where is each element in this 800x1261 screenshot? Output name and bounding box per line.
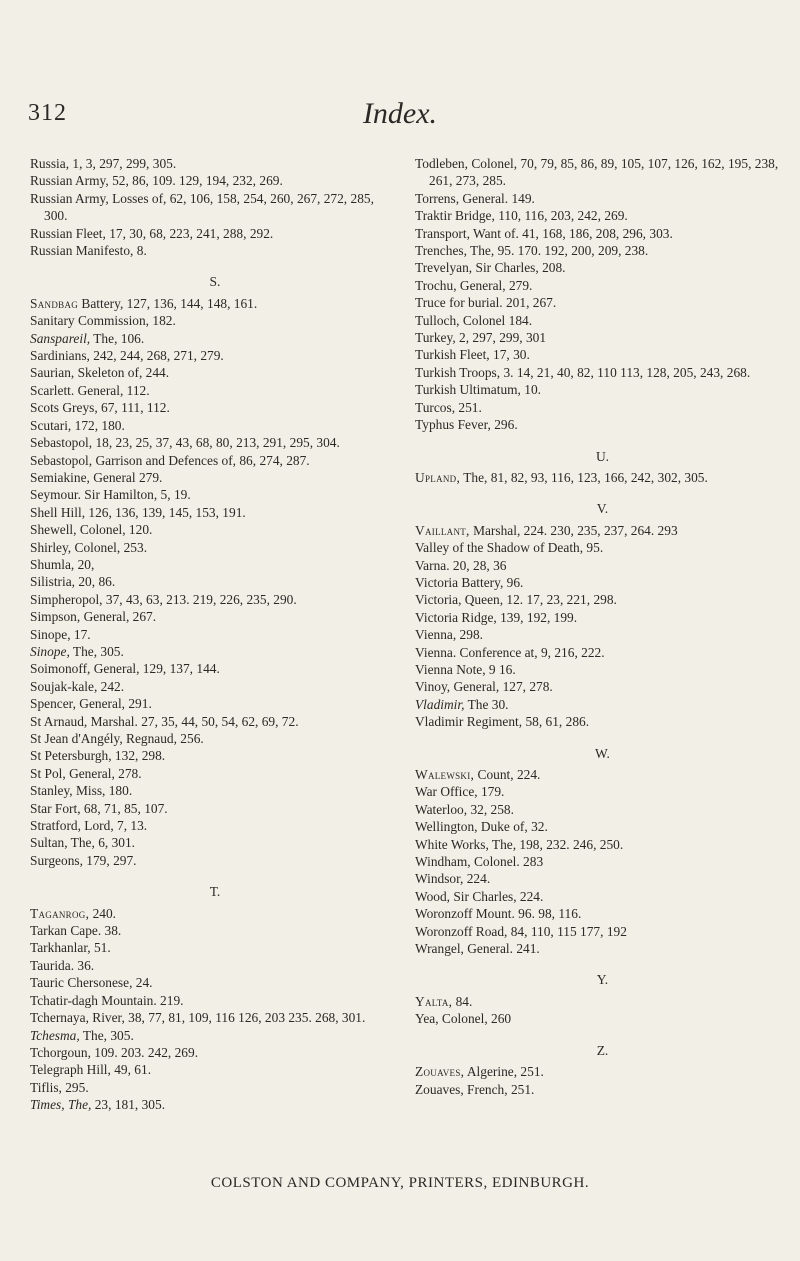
entry-text: The, 81, 82, 93, 116, 123, 166, 242, 302, 305. <box>460 469 708 485</box>
index-entry <box>30 417 400 434</box>
index-entry <box>415 678 790 695</box>
entry-text: Tiflis, 295. <box>30 1079 89 1095</box>
entry-text: Trevelyan, Sir Charles, 208. <box>415 260 566 276</box>
index-entry <box>30 155 400 172</box>
index-entry <box>30 905 400 922</box>
index-entry <box>30 1096 400 1113</box>
entry-text: Sultan, The, 6, 301. <box>30 835 136 851</box>
entry-text: Vladimir Regiment, 58, 61, 286. <box>415 714 590 730</box>
entry-text: Woronzoff Road, 84, 110, 115 177, 192 <box>415 923 627 939</box>
entry-text: Trenches, The, 95. 170. 192, 200, 209, 238. <box>415 243 649 259</box>
section-letter: W. <box>595 745 610 761</box>
entry-text: Windsor, 224. <box>415 871 491 887</box>
index-entry <box>415 242 790 259</box>
index-entry <box>30 782 400 799</box>
entry-lead: Walewski, <box>415 767 475 782</box>
entry-text: Telegraph Hill, 49, 61. <box>30 1062 152 1078</box>
index-entry <box>415 853 790 870</box>
entry-text: Zouaves, French, 251. <box>415 1081 535 1097</box>
index-entry <box>30 765 400 782</box>
entry-text: Wrangel, General. 241. <box>415 941 540 957</box>
printer-imprint: COLSTON AND COMPANY, PRINTERS, EDINBURGH. <box>210 1175 590 1191</box>
entry-text: Vienna, 298. <box>415 627 483 643</box>
entry-text: Soimonoff, General, 129, 137, 144. <box>30 661 220 677</box>
entry-text: Turcos, 251. <box>415 399 482 415</box>
entry-text: Traktir Bridge, 110, 116, 203, 242, 269. <box>415 208 628 224</box>
index-entry <box>415 225 790 242</box>
entry-text: Russian Fleet, 17, 30, 68, 223, 241, 288, 292. <box>30 225 274 241</box>
entry-text: St Petersburgh, 132, 298. <box>30 748 166 764</box>
entry-text: Count, 224. <box>474 767 541 782</box>
index-entry <box>30 974 400 991</box>
index-entry <box>415 346 790 363</box>
index-entry <box>30 660 400 677</box>
section-letter: U. <box>595 448 610 464</box>
index-entry <box>415 329 790 346</box>
entry-text: Soujak-kale, 242. <box>30 678 125 694</box>
index-entry <box>30 469 400 486</box>
entry-text: Marshal, 224. 230, 235, 237, 264. 293 <box>469 522 678 538</box>
index-entry <box>30 399 400 416</box>
entry-text: Battery, 127, 136, 144, 148, 161. <box>78 295 258 311</box>
entry-text: Typhus Fever, 296. <box>415 417 518 433</box>
index-entry <box>30 695 400 712</box>
index-entry <box>415 836 790 853</box>
entry-text: Saurian, Skeleton of, 244. <box>30 365 170 381</box>
entry-text: Tarkan Cape. 38. <box>30 923 122 939</box>
index-entry <box>30 225 400 242</box>
index-entry <box>415 207 790 224</box>
entry-text: Sinope, 17. <box>30 626 91 642</box>
entry-text: White Works, The, 198, 232. 246, 250. <box>415 836 624 852</box>
index-entry <box>415 399 790 416</box>
entry-text: The, 305. <box>79 1027 134 1043</box>
index-entry <box>415 696 790 713</box>
entry-lead: Yalta, <box>415 993 453 1009</box>
index-entry <box>30 922 400 939</box>
section-letter: S. <box>209 274 221 290</box>
entry-text: Tulloch, Colonel 184. <box>415 312 533 328</box>
entry-text: Todleben, Colonel, 70, 79, 85, 86, 89, 105, 107, 126, 162, 195, 238, 261, 273, 285. <box>415 156 779 189</box>
entry-italic: Vladimir, <box>415 696 465 712</box>
entry-text: Vienna. Conference at, 9, 216, 222. <box>415 644 605 660</box>
index-entry <box>415 277 790 294</box>
entry-text: 23, 181, 305. <box>91 1097 166 1113</box>
entry-text: Shewell, Colonel, 120. <box>30 522 153 538</box>
entry-text: Wood, Sir Charles, 224. <box>415 888 544 904</box>
index-entry <box>30 713 400 730</box>
index-entry <box>30 1061 400 1078</box>
index-entry <box>415 766 790 783</box>
index-entry <box>415 294 790 311</box>
entry-text: Yea, Colonel, 260 <box>415 1011 512 1027</box>
entry-lead: Taganrog, <box>30 905 90 921</box>
entry-lead: Upland, <box>415 469 461 485</box>
index-entry <box>415 870 790 887</box>
entry-lead: Sandbag <box>30 295 79 311</box>
index-entry <box>415 469 790 486</box>
index-entry <box>30 434 400 451</box>
index-entry <box>30 1044 400 1061</box>
index-entry <box>30 643 400 660</box>
entry-text: St Arnaud, Marshal. 27, 35, 44, 50, 54, 62, 69, 72. <box>30 713 299 729</box>
entry-text: Vinoy, General, 127, 278. <box>415 679 553 695</box>
index-entry <box>415 905 790 922</box>
index-entry <box>30 190 400 225</box>
index-entry <box>415 1063 790 1080</box>
index-entry <box>30 800 400 817</box>
entry-text: Surgeons, 179, 297. <box>30 852 137 868</box>
entry-text: Turkey, 2, 297, 299, 301 <box>415 330 547 346</box>
index-entry <box>415 818 790 835</box>
entry-text: Trochu, General, 279. <box>415 277 533 293</box>
entry-text: Russian Manifesto, 8. <box>30 243 147 259</box>
entry-text: Russian Army, Losses of, 62, 106, 158, 254, 260, 267, 272, 285, 300. <box>30 190 374 224</box>
index-entry <box>30 992 400 1009</box>
index-entry <box>415 522 790 539</box>
entry-text: Silistria, 20, 86. <box>30 574 116 590</box>
index-entry <box>415 574 790 591</box>
entry-text: Stanley, Miss, 180. <box>30 783 133 799</box>
index-entry <box>415 644 790 661</box>
index-entry <box>30 1079 400 1096</box>
index-column-left <box>30 155 400 1114</box>
index-entry <box>415 539 790 556</box>
index-entry <box>415 923 790 940</box>
entry-text: 84. <box>452 993 473 1009</box>
entry-text: Simpson, General, 267. <box>30 609 157 625</box>
index-entry <box>415 1081 790 1098</box>
index-entry <box>30 852 400 869</box>
page-number: 312 <box>28 100 67 126</box>
entry-text: Russia, 1, 3, 297, 299, 305. <box>30 156 177 171</box>
index-entry <box>30 939 400 956</box>
entry-text: Victoria, Queen, 12. 17, 23, 221, 298. <box>415 592 617 608</box>
entry-text: Torrens, General. 149. <box>415 190 535 206</box>
index-entry <box>30 312 400 329</box>
index-entry <box>415 801 790 818</box>
entry-lead: Vaillant, <box>415 522 470 538</box>
index-entry <box>30 452 400 469</box>
index-entry <box>30 730 400 747</box>
index-entry <box>30 242 400 259</box>
entry-text: Varna. 20, 28, 36 <box>415 557 507 573</box>
index-entry <box>30 539 400 556</box>
index-entry <box>30 330 400 347</box>
entry-text: Simpheropol, 37, 43, 63, 213. 219, 226, 235, 290. <box>30 591 297 607</box>
entry-text: Shumla, 20, <box>30 556 95 572</box>
index-entry <box>415 609 790 626</box>
entry-text: Algerine, 251. <box>464 1064 544 1080</box>
entry-text: Sebastopol, Garrison and Defences of, 86, 274, 287. <box>30 452 310 468</box>
entry-italic: Sinope, <box>30 643 70 659</box>
entry-text: Spencer, General, 291. <box>30 696 152 712</box>
entry-text: Stratford, Lord, 7, 13. <box>30 818 148 834</box>
index-entry <box>415 888 790 905</box>
entry-italic: Times, The, <box>30 1097 92 1113</box>
entry-text: The, 305. <box>69 643 124 659</box>
entry-text: Woronzoff Mount. 96. 98, 116. <box>415 906 582 922</box>
section-letter: T. <box>209 884 221 900</box>
entry-text: Seymour. Sir Hamilton, 5, 19. <box>30 487 191 503</box>
index-entry <box>415 155 790 190</box>
entry-text: Tchernaya, River, 38, 77, 81, 109, 116 126, 203 235. 268, 301. <box>30 1010 366 1026</box>
entry-text: The 30. <box>464 696 509 712</box>
index-entry <box>415 381 790 398</box>
entry-text: Victoria Ridge, 139, 192, 199. <box>415 609 578 625</box>
entry-text: Star Fort, 68, 71, 85, 107. <box>30 800 168 816</box>
index-entry <box>415 661 790 678</box>
entry-text: Wellington, Duke of, 32. <box>415 819 548 835</box>
index-entry <box>415 783 790 800</box>
index-entry <box>30 957 400 974</box>
index-entry <box>30 747 400 764</box>
index-column-right <box>415 155 790 1098</box>
entry-italic: Tchesma, <box>30 1027 80 1043</box>
entry-text: Sebastopol, 18, 23, 25, 37, 43, 68, 80, 213, 291, 295, 304. <box>30 435 340 451</box>
entry-text: St Pol, General, 278. <box>30 765 142 781</box>
entry-text: St Jean d'Angély, Regnaud, 256. <box>30 731 204 746</box>
index-entry <box>30 626 400 643</box>
index-entry <box>415 557 790 574</box>
index-entry <box>30 1009 400 1026</box>
index-entry <box>415 416 790 433</box>
entry-text: War Office, 179. <box>415 784 505 800</box>
index-entry <box>30 172 400 189</box>
index-entry <box>415 591 790 608</box>
entry-italic: Sanspareil, <box>30 330 91 346</box>
entry-text: Scots Greys, 67, 111, 112. <box>30 400 170 416</box>
entry-text: The, 106. <box>90 330 145 346</box>
index-entry <box>415 993 790 1010</box>
index-entry <box>30 678 400 695</box>
entry-text: Transport, Want of. 41, 168, 186, 208, 296, 303. <box>415 225 673 241</box>
entry-text: Tchatir-dagh Mountain. 219. <box>30 992 184 1008</box>
index-entry <box>30 347 400 364</box>
index-entry <box>30 295 400 312</box>
entry-text: Truce for burial. 201, 267. <box>415 295 557 311</box>
entry-text: Valley of the Shadow of Death, 95. <box>415 540 604 556</box>
entry-text: Vienna Note, 9 16. <box>415 661 516 677</box>
entry-text: Scarlett. General, 112. <box>30 382 150 398</box>
running-head: Index. <box>362 97 438 130</box>
index-entry <box>30 521 400 538</box>
entry-text: Sardinians, 242, 244, 268, 271, 279. <box>30 348 224 364</box>
entry-text: Turkish Troops, 3. 14, 21, 40, 82, 110 113, 128, 205, 243, 268. <box>415 364 751 380</box>
index-entry <box>30 364 400 381</box>
entry-text: Windham, Colonel. 283 <box>415 854 544 870</box>
entry-text: Tchorgoun, 109. 203. 242, 269. <box>30 1044 199 1060</box>
index-entry <box>415 190 790 207</box>
entry-text: Semiakine, General 279. <box>30 469 163 485</box>
section-letter: Y. <box>596 972 609 988</box>
entry-text: Waterloo, 32, 258. <box>415 801 514 817</box>
index-entry <box>30 573 400 590</box>
entry-lead: Zouaves, <box>415 1064 465 1080</box>
entry-text: Shell Hill, 126, 136, 139, 145, 153, 191. <box>30 504 246 520</box>
entry-text: Taurida. 36. <box>30 957 95 973</box>
index-entry <box>30 591 400 608</box>
index-entry <box>415 940 790 957</box>
section-letter: Z. <box>596 1042 609 1058</box>
entry-text: 240. <box>89 905 117 921</box>
entry-text: Shirley, Colonel, 253. <box>30 539 148 555</box>
index-entry <box>415 713 790 730</box>
index-entry <box>30 608 400 625</box>
index-entry <box>30 382 400 399</box>
section-letter: V. <box>596 501 609 517</box>
index-entry <box>30 504 400 521</box>
entry-text: Turkish Fleet, 17, 30. <box>415 347 530 363</box>
entry-text: Scutari, 172, 180. <box>30 417 125 433</box>
index-entry <box>30 817 400 834</box>
index-entry <box>415 312 790 329</box>
entry-text: Tauric Chersonese, 24. <box>30 975 153 991</box>
index-entry <box>30 834 400 851</box>
entry-text: Turkish Ultimatum, 10. <box>415 382 541 398</box>
index-entry <box>30 486 400 503</box>
index-entry <box>415 364 790 381</box>
index-entry <box>415 259 790 276</box>
index-entry <box>30 556 400 573</box>
entry-text: Victoria Battery, 96. <box>415 574 524 590</box>
entry-text: Sanitary Commission, 182. <box>30 313 176 329</box>
entry-text: Tarkhanlar, 51. <box>30 940 111 956</box>
index-entry <box>415 1010 790 1027</box>
entry-text: Russian Army, 52, 86, 109. 129, 194, 232, 269. <box>30 173 283 189</box>
index-entry <box>415 626 790 643</box>
index-entry <box>30 1027 400 1044</box>
